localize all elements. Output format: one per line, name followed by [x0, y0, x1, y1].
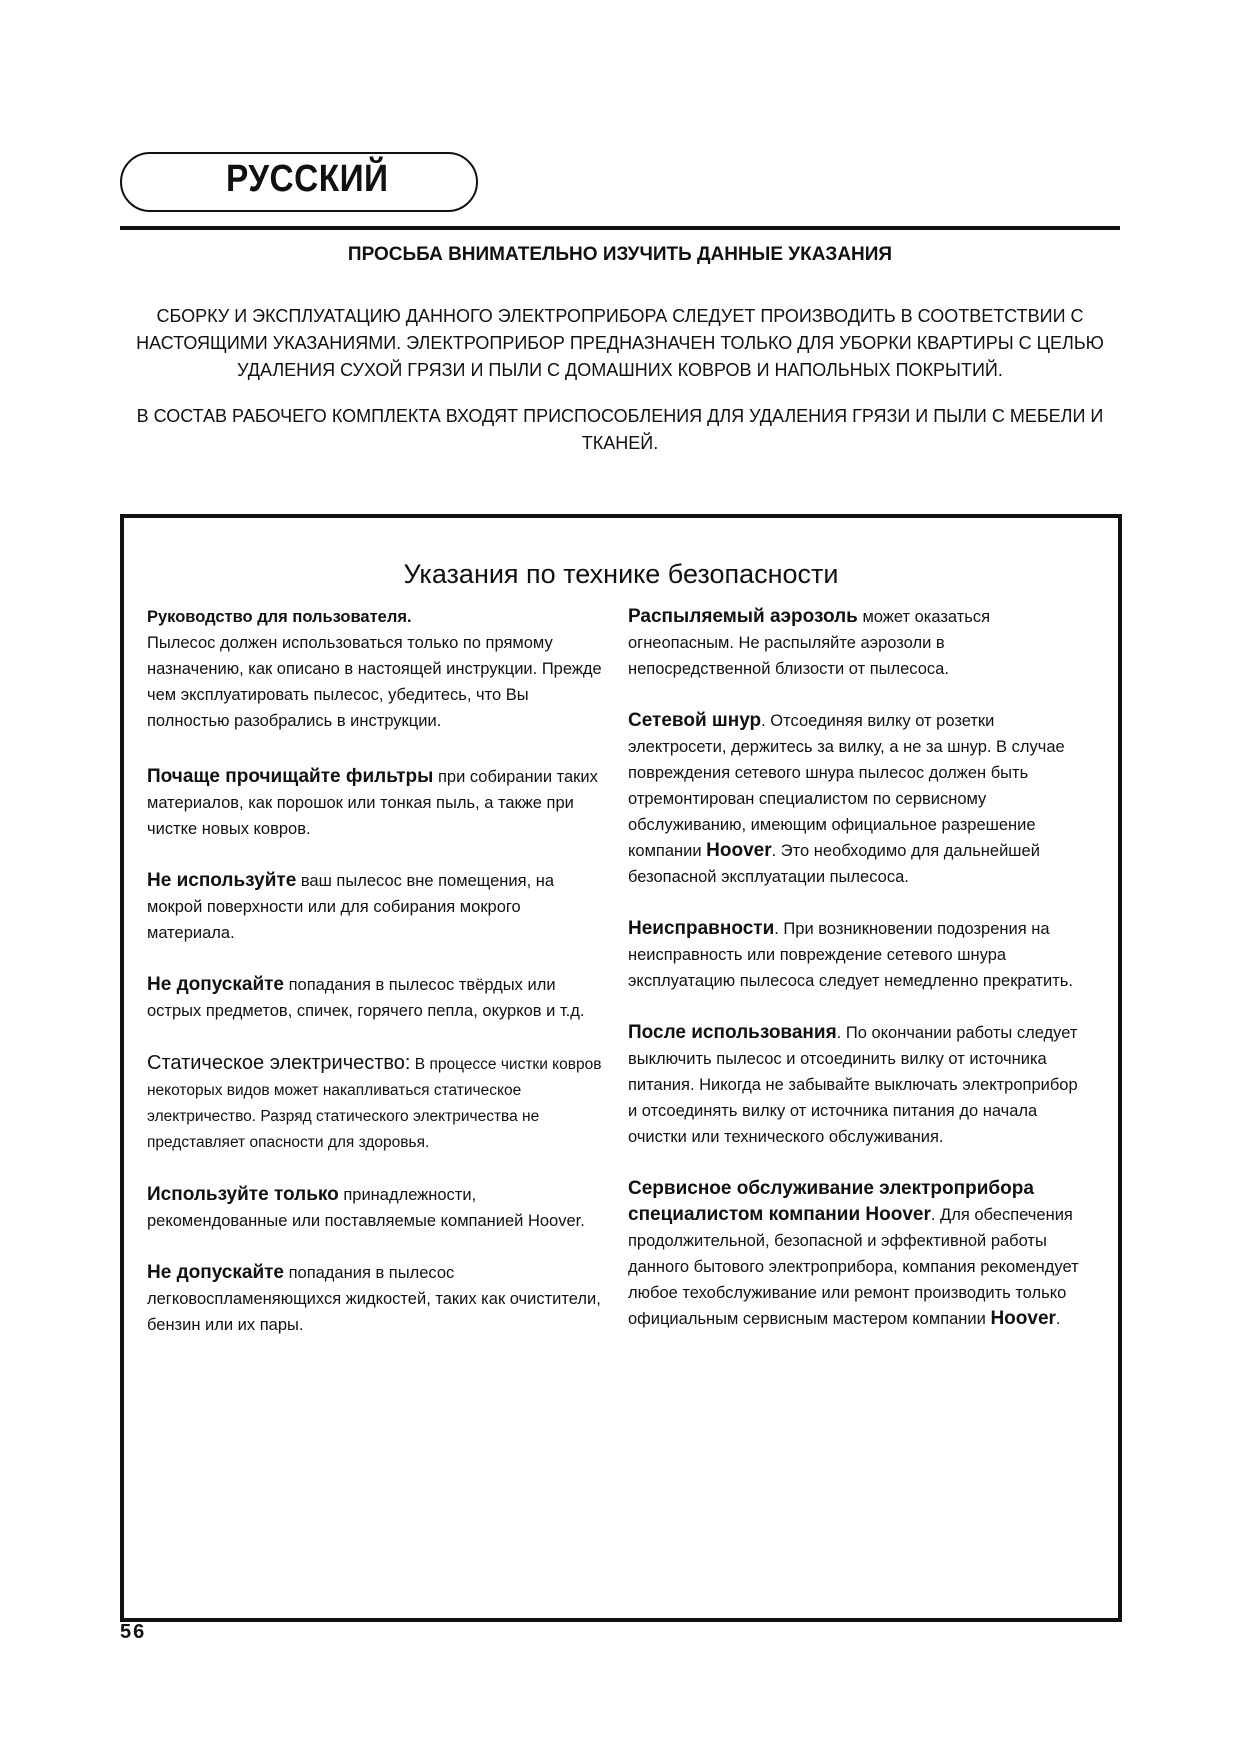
safety-item-text: .: [1055, 1310, 1061, 1328]
safety-item-lead: Используйте только: [147, 1184, 339, 1205]
safety-item-text: ваш пылесос вне помещения, на мокрой поверхности или для собирания мокрого материала.: [147, 872, 555, 942]
safety-item-malfunctions: [628, 916, 1090, 994]
safety-item-text: попадания в пылесос легковоспламеняющихся жидкостей, таких как очистители, бензин или их пары.: [147, 1264, 601, 1334]
safety-item-lead: Неисправности: [628, 918, 775, 939]
safety-item-text: Пылесос должен использоваться только по прямому назначению, как описано в настоящей инструкции. Прежде чем эксплуатировать пылесос, убедитесь, что Вы полностью разобрались в инструкции.: [147, 634, 602, 730]
safety-item-lead: После использования: [628, 1022, 837, 1043]
safety-item-text: попадания в пылесос твёрдых или острых предметов, спичек, горячего пепла, окурков и т.д.: [147, 976, 585, 1020]
safety-item-filters: [147, 764, 609, 842]
safety-item-service: [628, 1176, 1090, 1332]
safety-item-aerosol: [628, 604, 1090, 682]
intro-paragraph-assembly: СБОРКУ И ЭКСПЛУАТАЦИЮ ДАННОГО ЭЛЕКТРОПРИБОРА СЛЕДУЕТ ПРОИЗВОДИТЬ В СООТВЕТСТВИИ С НАСТОЯЩИМИ УКАЗАНИЯМИ. ЭЛЕКТРОПРИБОР ПРЕДНАЗНАЧЕН ТОЛЬКО ДЛЯ УБОРКИ КВАРТИРЫ С ЦЕЛЬЮ УДАЛЕНИЯ СУХОЙ ГРЯЗИ И ПЫЛИ С ДОМАШНИХ КОВРОВ И НАПОЛЬНЫХ ПОКРЫТИЙ.: [136, 306, 1104, 380]
safety-item-user-guide: [147, 604, 609, 734]
safety-item-text: . Отсоединяя вилку от розетки электросети, держитесь за вилку, а не за шнур. В случае повреждения сетевого шнура пылесос должен быть отремонтирован специалистом по сервисному обслуживанию, имеющим официальное разрешение компании: [628, 712, 1065, 860]
safety-item-after-use: [628, 1020, 1090, 1150]
page-number: 56: [120, 1621, 147, 1643]
safety-item-flammable: [147, 1260, 609, 1338]
safety-item-text: принадлежности, рекомендованные или поставляемые компанией Hoover.: [147, 1186, 585, 1230]
safety-column-left: [147, 604, 609, 1364]
safety-item-accessories: [147, 1182, 609, 1234]
safety-item-lead: Статическое электричество:: [147, 1052, 411, 1074]
language-title: РУССКИЙ: [226, 158, 389, 200]
safety-title: Указания по технике безопасности: [403, 559, 839, 589]
safety-item-lead: Не допускайте: [147, 1262, 284, 1283]
safety-item-text: может оказаться огнеопасным. Не распыляйте аэрозоли в непосредственной близости от пылесоса.: [628, 608, 991, 678]
header-divider: [120, 226, 1120, 230]
safety-item-text: В процессе чистки ковров некоторых видов может накапливаться статическое электричество. Разряд статического электричества не представляет опасности для здоровья.: [147, 1056, 602, 1151]
safety-item-text: . Для обеспечения продолжительной, безопасной и эффективной работы данного бытового электроприбора, компания рекомендует любое техобслуживание или ремонт производить только официальным сервисным мастером компании: [628, 1206, 1079, 1328]
safety-item-lead: Не используйте: [147, 870, 297, 891]
safety-item-outdoor: [147, 868, 609, 946]
brand-name: Hoover: [990, 1308, 1056, 1329]
safety-item-static: [147, 1050, 609, 1156]
safety-item-text: при собирании таких материалов, как порошок или тонкая пыль, а также при чистке новых ковров.: [147, 768, 598, 838]
safety-item-text: . Это необходимо для дальнейшей безопасной эксплуатации пылесоса.: [628, 842, 1040, 886]
safety-item-power-cord: [628, 708, 1090, 890]
safety-item-lead: Не допускайте: [147, 974, 284, 995]
intro-heading: ПРОСЬБА ВНИМАТЕЛЬНО ИЗУЧИТЬ ДАННЫЕ УКАЗАНИЯ: [347, 244, 893, 265]
safety-item-lead: Распыляемый аэрозоль: [628, 606, 858, 627]
safety-item-lead: Руководство для пользователя.: [147, 608, 412, 626]
safety-item-lead: Сетевой шнур: [628, 710, 762, 731]
intro-paragraph-accessories: В СОСТАВ РАБОЧЕГО КОМПЛЕКТА ВХОДЯТ ПРИСПОСОБЛЕНИЯ ДЛЯ УДАЛЕНИЯ ГРЯЗИ И ПЫЛИ С МЕБЕЛИ И ТКАНЕЙ.: [136, 406, 1104, 453]
safety-item-sharp-objects: [147, 972, 609, 1024]
safety-item-text: . При возникновении подозрения на неисправность или повреждение сетевого шнура эксплуатацию пылесоса следует немедленно прекратить.: [628, 920, 1073, 990]
brand-name: Hoover: [706, 840, 772, 861]
safety-item-lead: Сервисное обслуживание электроприбора специалистом компании Hoover: [628, 1178, 1034, 1225]
safety-item-lead: Почаще прочищайте фильтры: [147, 766, 434, 787]
safety-item-text: . По окончании работы следует выключить пылесос и отсоединить вилку от источника питания. Никогда не забывайте выключать электроприбор и отсоединять вилку от источника питания до начала очистки или технического обслуживания.: [628, 1024, 1078, 1146]
safety-column-right: [628, 604, 1090, 1358]
